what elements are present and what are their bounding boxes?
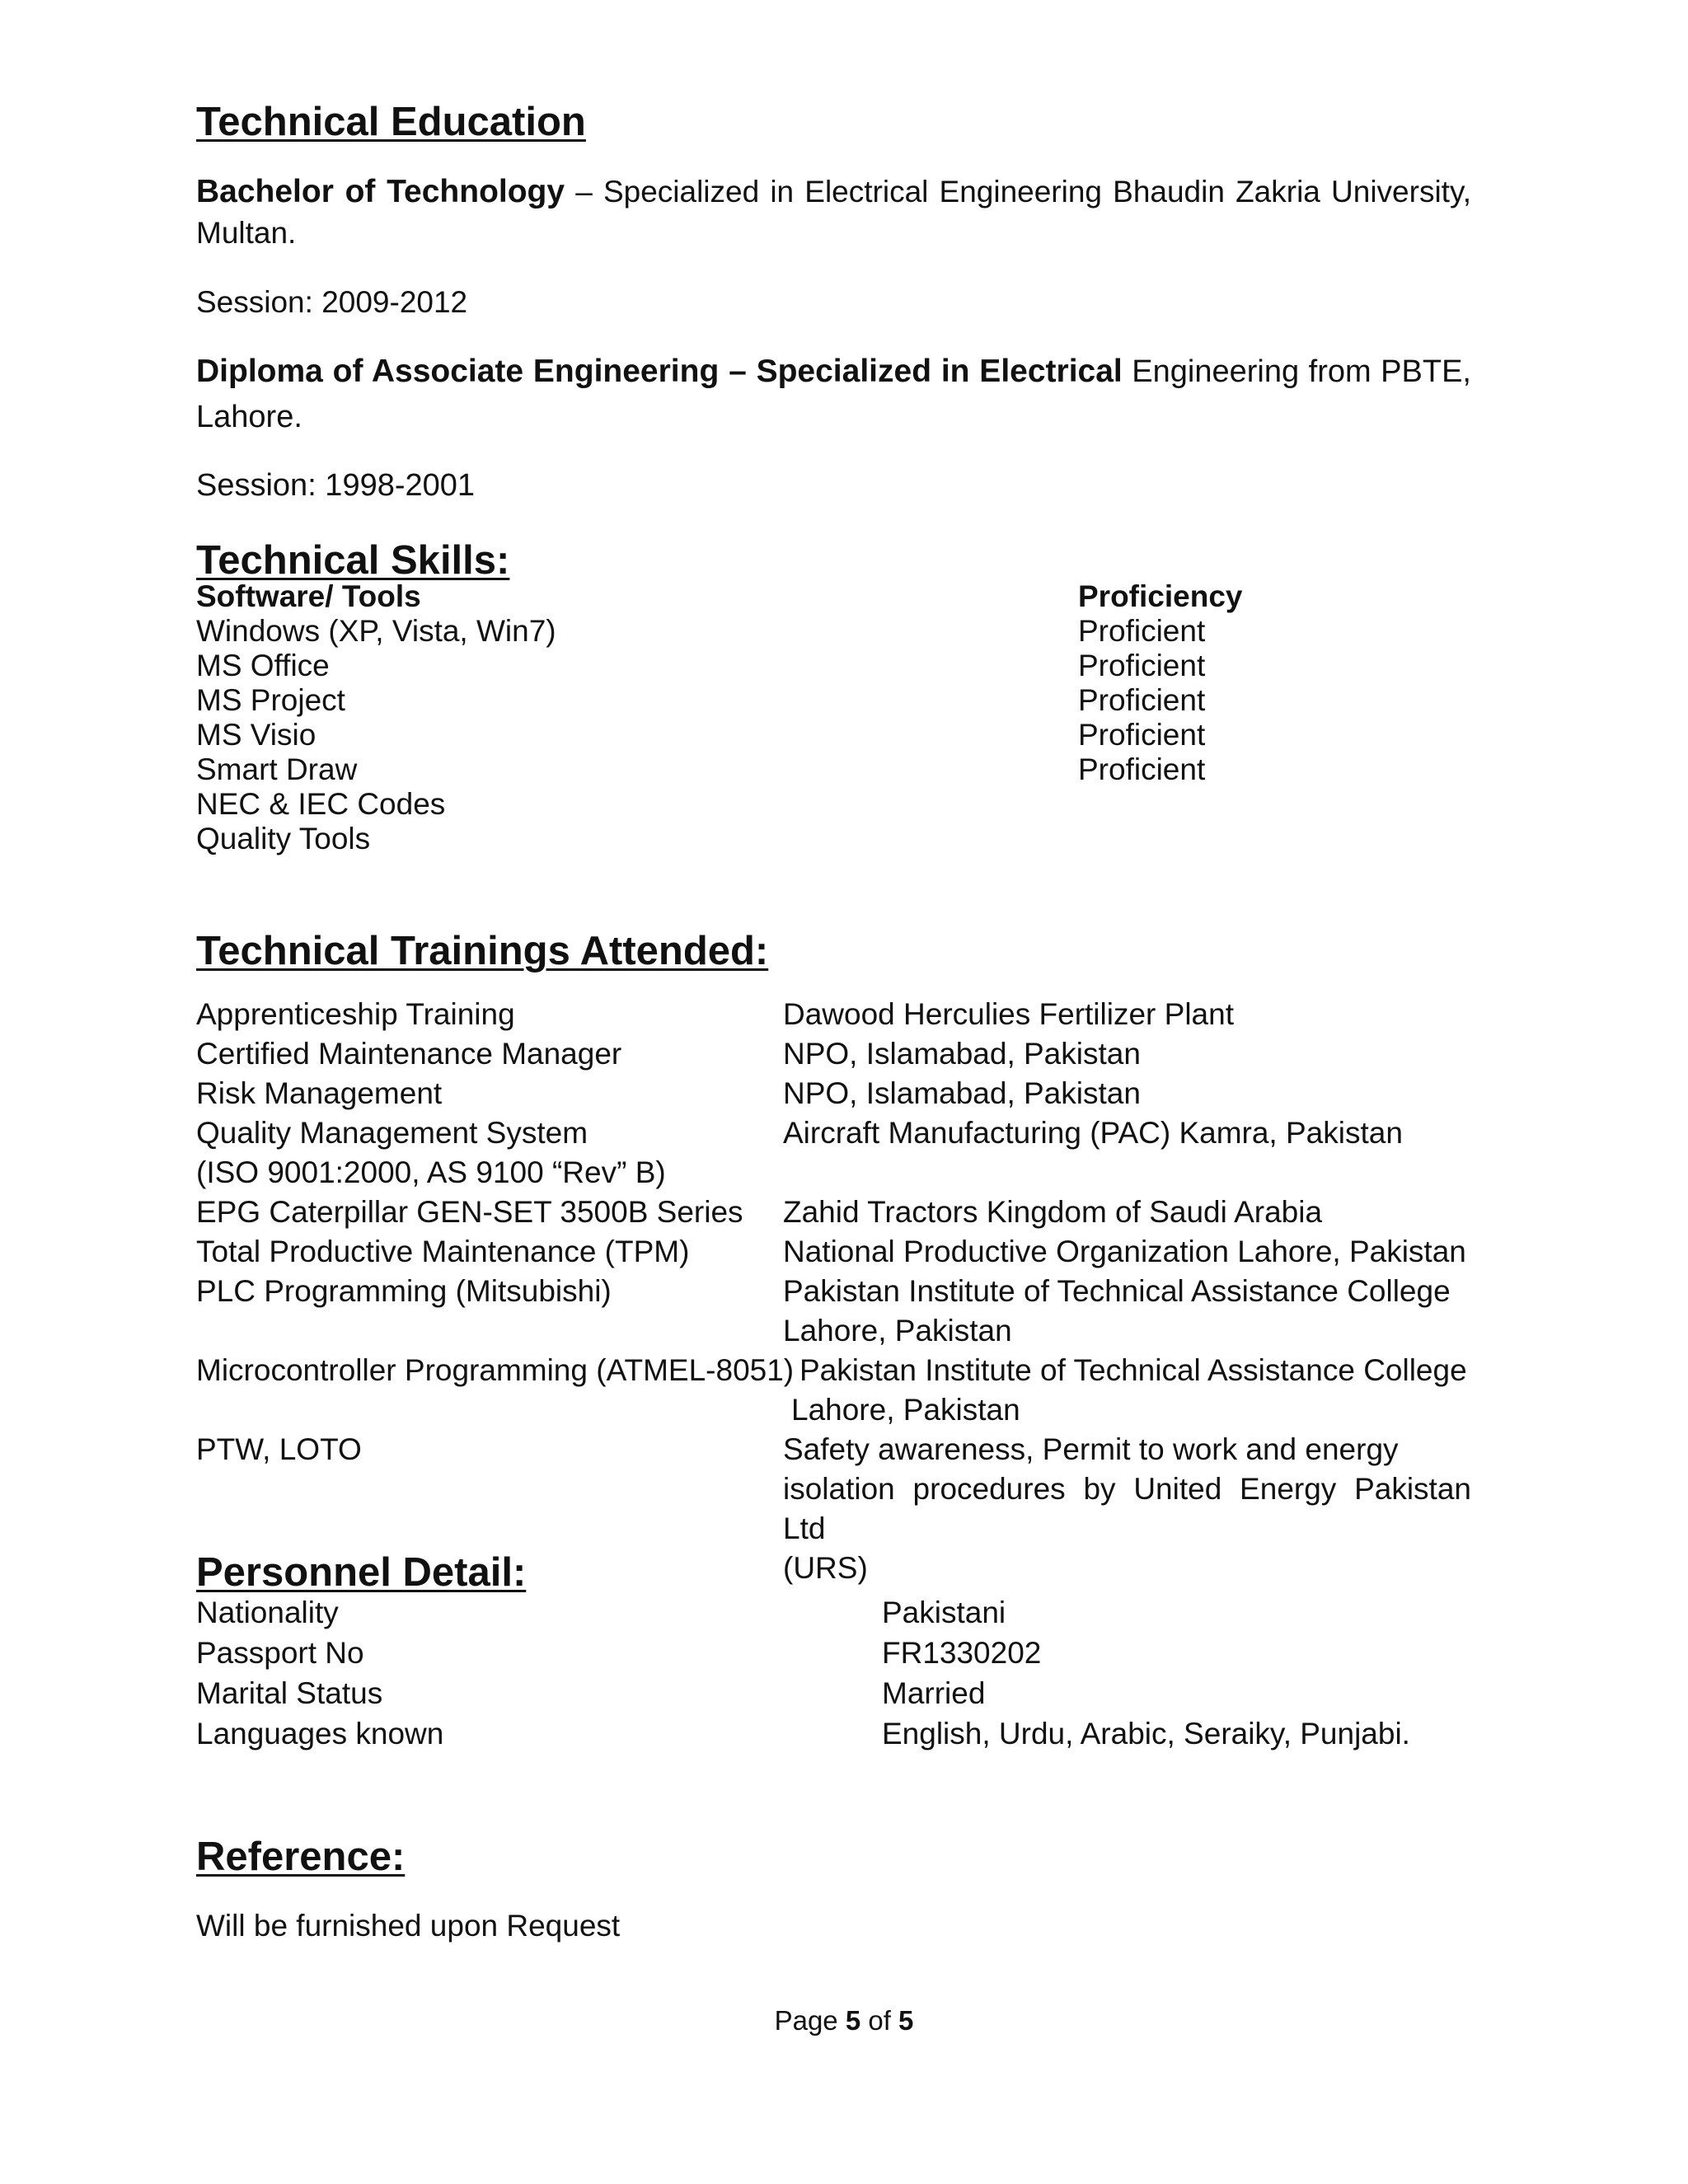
diploma-session: Session: 1998-2001	[196, 468, 476, 503]
page-sep: of	[860, 2005, 899, 2036]
training-course: Apprenticeship Training	[196, 997, 515, 1031]
table-row	[196, 822, 1471, 856]
provider-line: Pakistan Institute of Technical Assistance College	[799, 1353, 1467, 1387]
skill-level: Proficient	[1078, 683, 1206, 717]
provider-line: NPO, Islamabad, Pakistan	[783, 1037, 1141, 1071]
personal-label: Marital Status	[196, 1676, 383, 1710]
provider-line: Dawood Herculies Fertilizer Plant	[783, 997, 1234, 1031]
skill-tool: Windows (XP, Vista, Win7)	[196, 614, 556, 648]
personal-value: FR1330202	[882, 1636, 1042, 1670]
training-course: (ISO 9001:2000, AS 9100 “Rev” B)	[196, 1155, 666, 1189]
provider-line: Pakistan Institute of Technical Assistance College	[783, 1274, 1451, 1308]
skill-tool: Smart Draw	[196, 752, 358, 786]
skill-level: Proficient	[1078, 718, 1206, 752]
skill-tool: MS Office	[196, 649, 330, 682]
training-course: Certified Maintenance Manager	[196, 1037, 622, 1071]
skill-tool: MS Visio	[196, 718, 316, 752]
provider-line: Lahore, Pakistan	[783, 1314, 1012, 1347]
personal-heading: Personnel Detail:	[196, 1550, 527, 1595]
provider-line: Lahore, Pakistan	[791, 1393, 1020, 1427]
diploma-entry	[196, 349, 1471, 440]
training-course: Quality Management System	[196, 1116, 588, 1150]
provider-line: isolation procedures by United Energy Pakistan Ltd	[783, 1472, 1471, 1545]
skill-tool: NEC & IEC Codes	[196, 787, 446, 821]
trainings-heading: Technical Trainings Attended:	[196, 929, 769, 973]
training-provider	[783, 1113, 1471, 1153]
personal-value: Married	[882, 1676, 986, 1710]
training-provider	[783, 1351, 1471, 1430]
provider-line: Safety awareness, Permit to work and energy	[783, 1432, 1399, 1466]
table-row	[196, 1633, 1471, 1673]
provider-line: NPO, Islamabad, Pakistan	[783, 1076, 1141, 1110]
table-row	[196, 683, 1471, 718]
skill-level: Proficient	[1078, 752, 1206, 786]
training-course: PTW, LOTO	[196, 1432, 362, 1466]
personal-table	[196, 1592, 1471, 1754]
personal-label: Passport No	[196, 1636, 364, 1670]
table-row	[196, 1673, 1471, 1713]
skill-level: Proficient	[1078, 649, 1206, 682]
page-footer	[0, 2003, 1688, 2039]
diploma-title: Diploma of Associate Engineering – Specialized in Electrical	[196, 354, 1123, 389]
skills-col-proficiency: Proficiency	[1078, 579, 1243, 613]
table-row	[196, 1713, 1471, 1754]
table-row	[196, 1074, 1471, 1113]
skills-heading: Technical Skills:	[196, 538, 510, 583]
page-current: 5	[845, 2005, 861, 2036]
training-provider	[783, 1034, 1471, 1074]
reference-text: Will be furnished upon Request	[196, 1909, 621, 1943]
personal-value: English, Urdu, Arabic, Seraiky, Punjabi.	[882, 1717, 1410, 1750]
reference-heading: Reference:	[196, 1835, 406, 1879]
training-course: Total Productive Maintenance (TPM)	[196, 1235, 690, 1268]
table-row	[196, 995, 1471, 1034]
skills-header-row	[196, 579, 1471, 614]
personal-value: Pakistani	[882, 1596, 1006, 1629]
provider-line: Aircraft Manufacturing (PAC) Kamra, Pakistan	[783, 1116, 1403, 1150]
table-row	[196, 1592, 1471, 1633]
training-course: PLC Programming (Mitsubishi)	[196, 1274, 612, 1308]
bachelor-title: Bachelor of Technology	[196, 174, 565, 209]
training-provider	[783, 1153, 1471, 1193]
provider-line: (URS)	[783, 1551, 868, 1585]
bachelor-session: Session: 2009-2012	[196, 285, 468, 319]
education-heading: Technical Education	[196, 100, 586, 144]
trainings-table	[196, 995, 1471, 1588]
personal-label: Languages known	[196, 1717, 444, 1750]
diploma-detail: Engineering from PBTE, Lahore.	[196, 354, 1471, 434]
table-row	[196, 1272, 1471, 1351]
training-course: EPG Caterpillar GEN-SET 3500B Series	[196, 1195, 743, 1229]
table-row	[196, 752, 1471, 787]
training-course: Microcontroller Programming (ATMEL-8051)	[196, 1353, 795, 1387]
page-total: 5	[898, 2005, 914, 2036]
personal-label: Nationality	[196, 1596, 339, 1629]
table-row	[196, 1232, 1471, 1272]
table-row	[196, 614, 1471, 649]
training-provider	[783, 1272, 1471, 1351]
table-row	[196, 649, 1471, 683]
training-provider	[783, 995, 1471, 1034]
training-provider	[783, 1232, 1471, 1272]
table-row	[196, 787, 1471, 822]
skill-level: Proficient	[1078, 614, 1206, 648]
table-row	[196, 718, 1471, 752]
skill-tool: Quality Tools	[196, 822, 371, 855]
skills-table	[196, 579, 1471, 856]
training-provider	[783, 1074, 1471, 1113]
provider-line: Zahid Tractors Kingdom of Saudi Arabia	[783, 1195, 1323, 1229]
table-row	[196, 1113, 1471, 1153]
table-row	[196, 1351, 1471, 1430]
training-course: Risk Management	[196, 1076, 443, 1110]
bachelor-detail: – Specialized in Electrical Engineering Bhaudin Zakria University, Multan.	[196, 175, 1471, 250]
provider-line: National Productive Organization Lahore, Pakistan	[783, 1235, 1466, 1268]
table-row	[196, 1034, 1471, 1074]
training-provider	[783, 1193, 1471, 1232]
skills-col-tools: Software/ Tools	[196, 579, 421, 613]
bachelor-entry	[196, 171, 1471, 254]
table-row	[196, 1193, 1471, 1232]
page-label: Page	[774, 2005, 846, 2036]
skill-tool: MS Project	[196, 683, 345, 717]
table-row	[196, 1153, 1471, 1193]
